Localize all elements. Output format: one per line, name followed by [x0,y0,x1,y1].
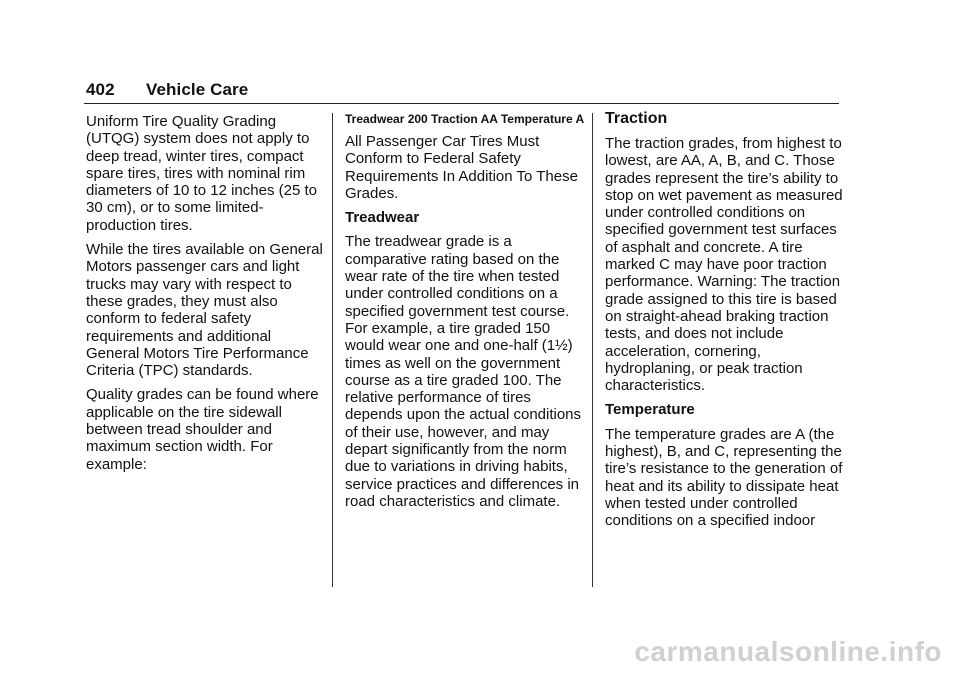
traction-text: The traction grades, from highest to lowest, are AA, A, B, and C. Those grades represent the tire’s ability to stop on wet pavement as measured under controlled conditions on specified government test surfaces of asphalt and concrete. A tire marked C may have poor traction performance. Warning: The traction grade assigned to this tire is based on straight-ahead braking traction tests, and does not include acceleration, cornering, hydroplaning, or peak traction characteristics. [605,135,843,395]
utqg-paragraph: Uniform Tire Quality Grading (UTQG) system does not apply to deep tread, winter tires, compact spare tires, tires with nominal rim diameters of 10 to 12 inches (25 to 30 cm), or to some limited-production tires. [86,113,317,234]
column-divider-1 [332,113,333,587]
treadwear-text: The treadwear grade is a comparative rating based on the wear rate of the tire when tested under controlled conditions on a specified government test course. For example, a tire graded 150 would wear one and one-half (1½) times as well on the government course as a tire graded 100. The relative performance of tires depends upon the actual conditions of their use, however, and may depart significantly from the norm due to variations in driving habits, service practices and differences in road characteristics and climate. [345,233,582,510]
page-number: 402 [86,80,115,99]
gm-tires-paragraph: While the tires available on General Motors passenger cars and light trucks may vary with respect to these grades, they must also conform to federal safety requirements and additional General Motors Tire Performance Criteria (TPC) standards. [86,241,323,380]
column-2 [345,113,585,517]
requirement-statement: All Passenger Car Tires Must Conform to Federal Safety Requirements In Addition To These Grades. [345,133,578,202]
traction-heading: Traction [605,110,668,127]
grade-example: Treadwear 200 Traction AA Temperature A [345,112,585,126]
temperature-heading: Temperature [605,401,695,419]
column-divider-2 [592,113,593,587]
temperature-text: The temperature grades are A (the highest), B, and C, representing the tire’s resistance to the generation of heat and its ability to dissipate heat when tested under controlled conditions on a specified indoor [605,425,843,530]
treadwear-heading: Treadwear [345,209,420,227]
column-3 [605,110,845,537]
quality-grades-paragraph: Quality grades can be found where applicable on the tire sidewall between tread shoulder and maximum section width. For example: [86,386,319,473]
page-header [86,80,248,100]
column-1 [86,113,326,480]
watermark: carmanualsonline.info [634,636,942,667]
section-title: Vehicle Care [146,80,249,99]
header-rule [84,103,839,104]
